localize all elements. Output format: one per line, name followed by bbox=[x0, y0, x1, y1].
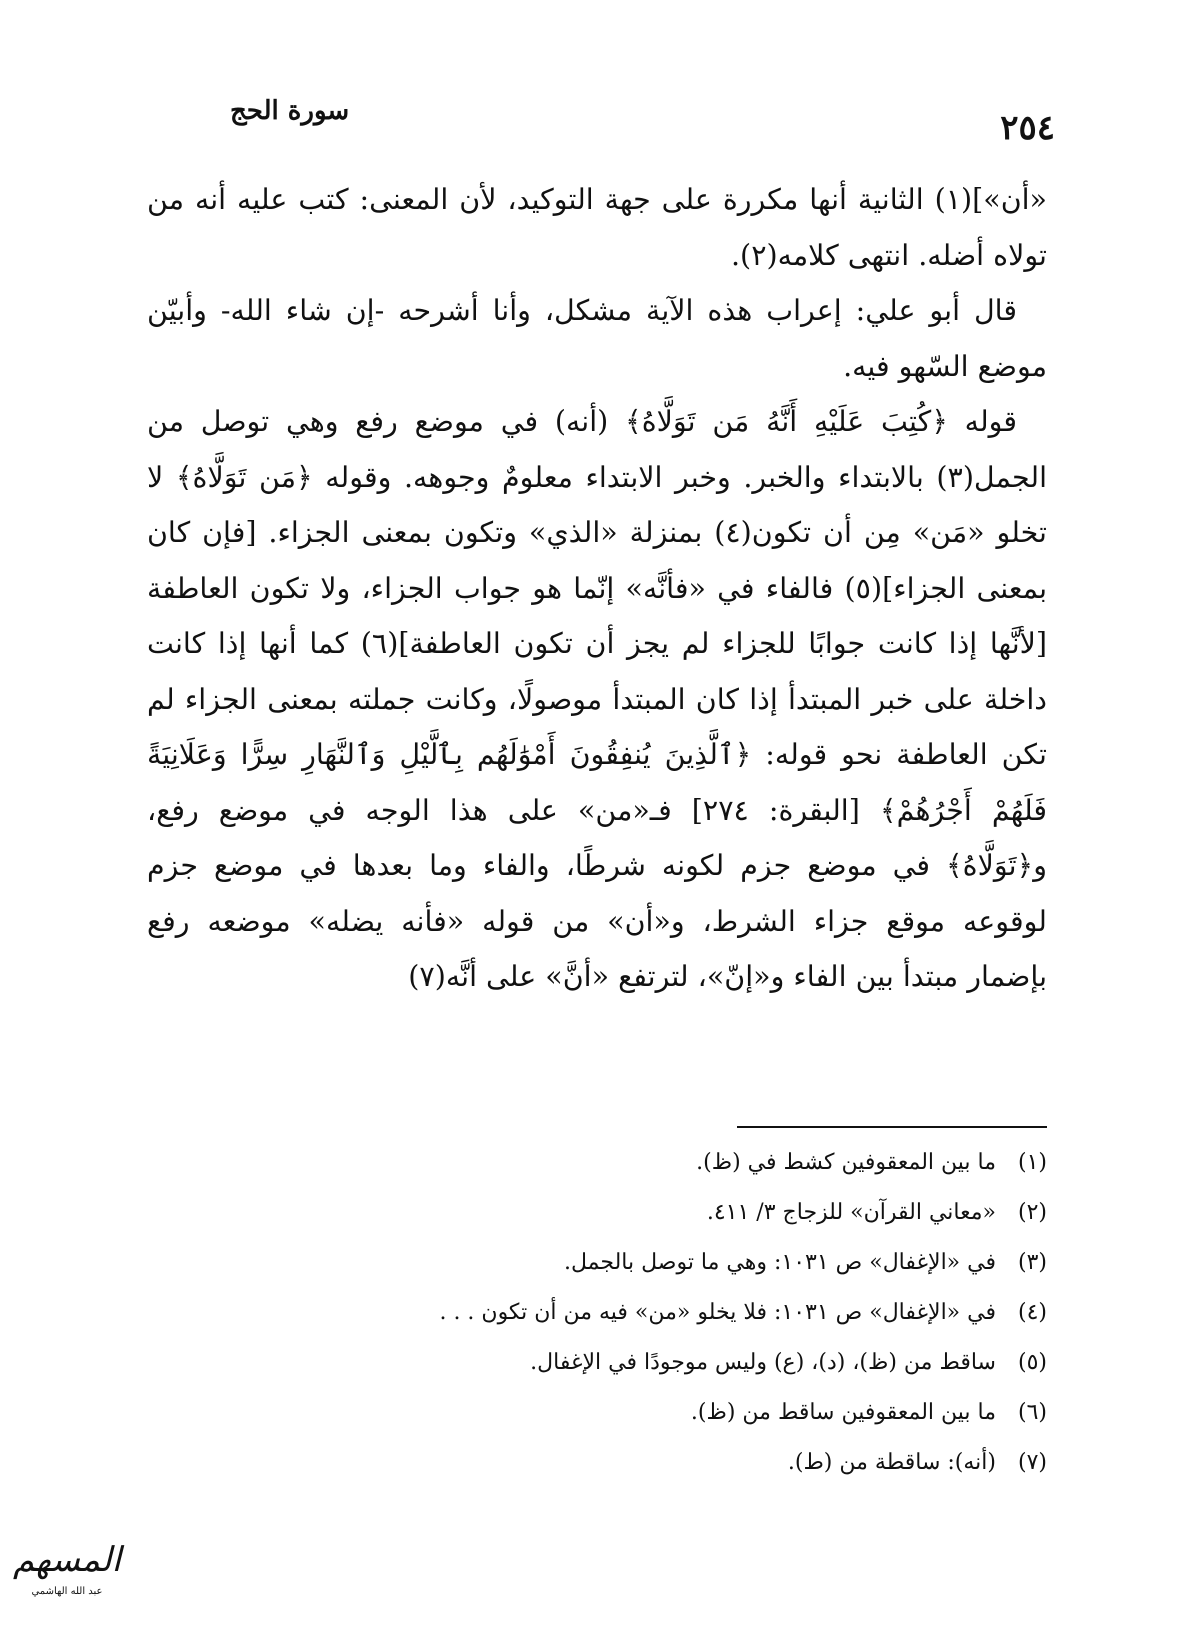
footnote bbox=[147, 1338, 1047, 1388]
footnote-separator bbox=[737, 1126, 1047, 1128]
footnote-number: (٤) bbox=[1017, 1300, 1047, 1325]
footnote-text: ما بين المعقوفين ساقط من (ظ). bbox=[690, 1400, 996, 1425]
footnote-number: (١) bbox=[1017, 1150, 1047, 1175]
footnote bbox=[147, 1388, 1047, 1438]
footnote-number: (٦) bbox=[1017, 1400, 1047, 1425]
stamp-text: المسهم bbox=[12, 1540, 122, 1580]
footnote bbox=[147, 1138, 1047, 1188]
footnote-number: (٧) bbox=[1017, 1450, 1047, 1475]
stamp-subtext: عبد الله الهاشمي bbox=[31, 1586, 103, 1597]
footnote-number: (٥) bbox=[1017, 1350, 1047, 1375]
footnote-number: (٢) bbox=[1017, 1200, 1047, 1225]
footnote-text: «معاني القرآن» للزجاج ٣/ ٤١١. bbox=[706, 1200, 996, 1225]
footnote-text: ساقط من (ظ)، (د)، (ع) وليس موجودًا في الإغفال. bbox=[530, 1350, 996, 1375]
library-stamp bbox=[8, 1540, 126, 1612]
page-number: ٢٥٤ bbox=[1000, 108, 1055, 148]
running-head bbox=[230, 96, 1055, 146]
footnote-text: ما بين المعقوفين كشط في (ظ). bbox=[696, 1150, 996, 1175]
footnote bbox=[147, 1288, 1047, 1338]
surah-title: سورة الحج bbox=[230, 96, 350, 126]
footnote bbox=[147, 1438, 1047, 1488]
main-text bbox=[147, 172, 1047, 1005]
footnote bbox=[147, 1238, 1047, 1288]
paragraph: قال أبو علي: إعراب هذه الآية مشكل، وأنا أشرحه -إن شاء الله- وأبيّن موضع السّهو فيه. bbox=[147, 294, 1047, 383]
paragraph: «أن»](١) الثانية أنها مكررة على جهة التوكيد، لأن المعنى: كتب عليه أنه من تولاه أضله. انتهى كلامه(٢). bbox=[147, 183, 1047, 272]
footnote-text: في «الإغفال» ص ١٠٣١: وهي ما توصل بالجمل. bbox=[564, 1250, 996, 1275]
footnote-text: (أنه): ساقطة من (ط). bbox=[787, 1450, 996, 1475]
footnote bbox=[147, 1188, 1047, 1238]
paragraph: قوله ﴿كُتِبَ عَلَيْهِ أَنَّهُ مَن تَوَلَّاهُ﴾ (أنه) في موضع رفع وهي توصل من الجمل(٣) بالابتداء والخبر. وخبر الابتداء معلومٌ وجوهه. وقوله ﴿مَن تَوَلَّاهُ﴾ لا تخلو «مَن» مِن أن تكون(٤) بمنزلة «الذي» وتكون بمعنى الجزاء. [فإن كان بمعنى الجزاء](٥) فالفاء في «فأنَّه» إنّما هو جواب الجزاء، ولا تكون العاطفة [لأنَّها إذا كانت جوابًا للجزاء لم يجز أن تكون العاطفة](٦) كما أنها إذا كانت داخلة على خبر المبتدأ إذا كان المبتدأ موصولًا، وكانت جملته بمعنى الجزاء لم تكن العاطفة نحو قوله: ﴿ٱلَّذِينَ يُنفِقُونَ أَمْوَٰلَهُم بِٱلَّيْلِ وَٱلنَّهَارِ سِرًّا وَعَلَانِيَةً فَلَهُمْ أَجْرُهُمْ﴾ [البقرة: ٢٧٤] فـ«من» على هذا الوجه في موضع رفع، و﴿تَوَلَّاهُ﴾ في موضع جزم لكونه شرطًا، والفاء وما بعدها في موضع جزم لوقوعه موقع جزاء الشرط، و«أن» من قوله «فأنه يضله» موضعه رفع بإضمار مبتدأ بين الفاء و«إنّ»، لترتفع «أنَّ» على أنَّه(٧) bbox=[147, 405, 1048, 993]
footnote-number: (٣) bbox=[1017, 1250, 1047, 1275]
footnotes bbox=[147, 1138, 1047, 1488]
footnote-text: في «الإغفال» ص ١٠٣١: فلا يخلو «من» فيه من أن تكون . . . bbox=[439, 1300, 996, 1325]
